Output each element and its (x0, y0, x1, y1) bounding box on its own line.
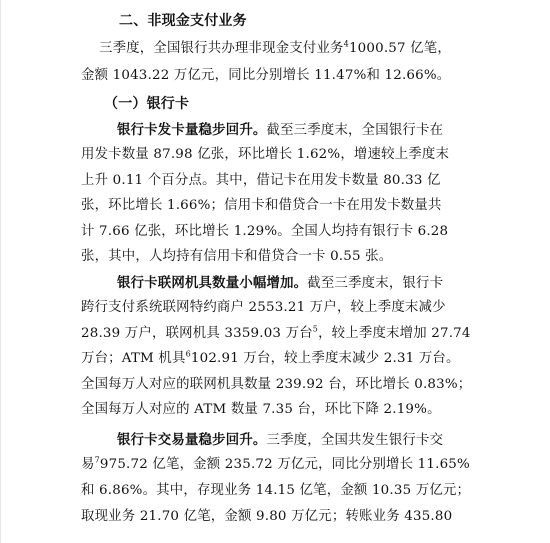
para1-line-6: 张，其中，人均持有信用卡和借贷合一卡 0.55 张。 (81, 249, 393, 264)
para2-text-b: ，较上季度末增加 27.74 (318, 326, 471, 341)
para2-text-a: 28.39 万户，联网机具 3359.03 万台 (81, 326, 313, 341)
para3-line-1 (117, 431, 443, 450)
footnote-marker-6: 6 (185, 349, 191, 359)
para2-text: 截至三季度末，银行卡 (307, 276, 444, 291)
para3-text: 三季度，全国共发生银行卡交 (266, 433, 444, 448)
para1-line-4: 张，环比增长 1.66%；信用卡和借贷合一卡在用发卡数量共 (81, 198, 442, 213)
para3-line-2 (81, 456, 470, 474)
para2-lead: 银行卡联网机具数量小幅增加。 (117, 275, 308, 291)
para3-lead: 银行卡交易量稳步回升。 (117, 432, 267, 448)
intro-line-1 (99, 40, 451, 58)
para2-line-3 (81, 325, 471, 343)
para3-line-3: 和 6.86%。其中，存现业务 14.15 亿笔，金额 10.35 万亿元； (81, 483, 471, 498)
para2-line-6: 全国每万人对应的 ATM 数量 7.35 台，环比下降 2.19%。 (81, 402, 441, 417)
para1-text: 截至三季度末，全国银行卡在 (266, 123, 444, 138)
intro-text: 三季度，全国银行共办理非现金支付业务 (99, 41, 344, 56)
para2-line-2: 跨行支付系统联网特约商户 2553.21 万户，较上季度末减少 (81, 300, 446, 315)
para2-line-1 (117, 274, 443, 293)
intro-line-2: 金额 1043.22 万亿元，同比分别增长 11.47%和 12.66%。 (81, 68, 451, 83)
para2-text-d: 102.91 万台，较上季度末减少 2.31 万台。 (190, 351, 460, 366)
footnote-marker-7: 7 (94, 455, 100, 465)
para1-line-3: 上升 0.11 个百分点。其中，借记卡在用发卡数量 80.33 亿 (81, 173, 441, 188)
para3-text-b: 975.72 亿笔，金额 235.72 万亿元，同比分别增长 11.65% (99, 457, 470, 472)
para2-text-c: 万台；ATM 机具 (81, 351, 186, 366)
intro-text-tail: 1000.57 亿笔， (348, 41, 451, 56)
footnote-marker-4: 4 (343, 39, 349, 49)
para3-text-a: 易 (81, 457, 95, 472)
para1-line-1 (117, 121, 443, 140)
para1-lead: 银行卡发卡量稳步回升。 (117, 122, 267, 138)
para1-line-5: 计 7.66 亿张，环比增长 1.29%。全国人均持有银行卡 6.28 (81, 224, 449, 239)
footnote-marker-5: 5 (312, 324, 319, 334)
para3-line-4: 取现业务 21.70 亿笔，金额 9.80 万亿元；转账业务 435.80 (81, 509, 453, 524)
para1-line-2: 用发卡数量 87.98 亿张，环比增长 1.62%，增速较上季度末 (81, 147, 450, 162)
para2-line-4 (81, 350, 460, 368)
para2-line-5: 全国每万人对应的联网机具数量 239.92 台，环比增长 0.83%； (81, 377, 472, 392)
section-heading: 二、非现金支付业务 (119, 13, 247, 29)
subheading-bank-card: （一）银行卡 (104, 96, 190, 112)
